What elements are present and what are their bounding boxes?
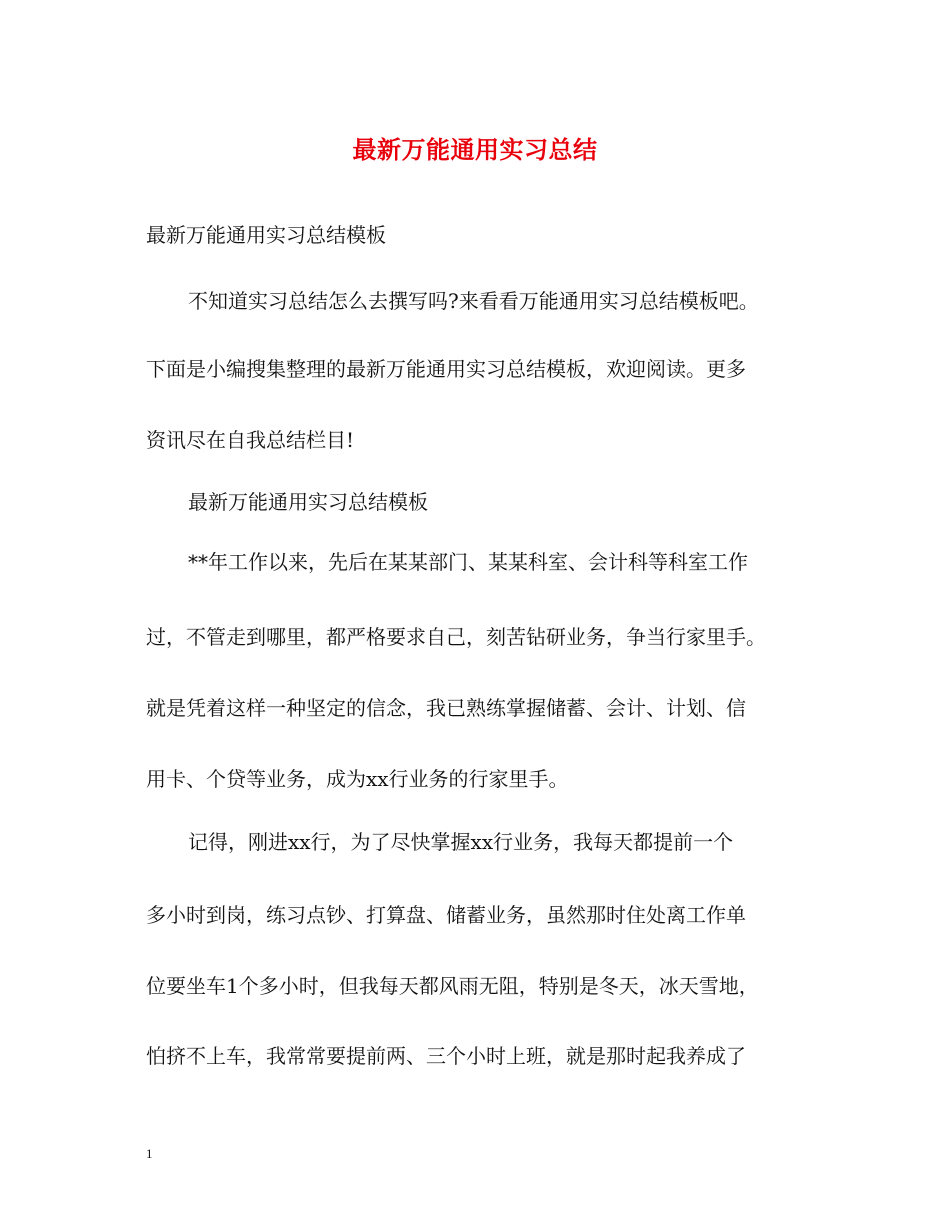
paragraph-line: 记得，刚进xx行，为了尽快掌握xx行业务，我每天都提前一个 — [188, 830, 734, 854]
document-title: 最新万能通用实习总结 — [352, 135, 598, 164]
paragraph-line: 资讯尽在自我总结栏目! — [146, 428, 355, 452]
paragraph-line: 下面是小编搜集整理的最新万能通用实习总结模板，欢迎阅读。更多 — [146, 357, 746, 381]
paragraph-line: 就是凭着这样一种坚定的信念，我已熟练掌握储蓄、会计、计划、信 — [146, 696, 746, 720]
paragraph-line: 不知道实习总结怎么去撰写吗?来看看万能通用实习总结模板吧。 — [188, 289, 759, 313]
paragraph-line: 用卡、个贷等业务，成为xx行业务的行家里手。 — [146, 767, 569, 791]
paragraph-line: 怕挤不上车，我常常要提前两、三个小时上班，就是那时起我养成了 — [146, 1044, 746, 1068]
page-number: 1 — [146, 1146, 153, 1161]
paragraph-line: 位要坐车1个多小时，但我每天都风雨无阻，特别是冬天，冰天雪地， — [146, 974, 759, 998]
section-heading-line: 最新万能通用实习总结模板 — [188, 490, 428, 514]
paragraph-line: 多小时到岗，练习点钞、打算盘、储蓄业务，虽然那时住处离工作单 — [146, 903, 746, 927]
subtitle-line: 最新万能通用实习总结模板 — [146, 223, 386, 247]
paragraph-line: 过，不管走到哪里，都严格要求自己，刻苦钻研业务，争当行家里手。 — [146, 625, 766, 649]
paragraph-line: **年工作以来，先后在某某部门、某某科室、会计科等科室工作 — [188, 550, 748, 574]
